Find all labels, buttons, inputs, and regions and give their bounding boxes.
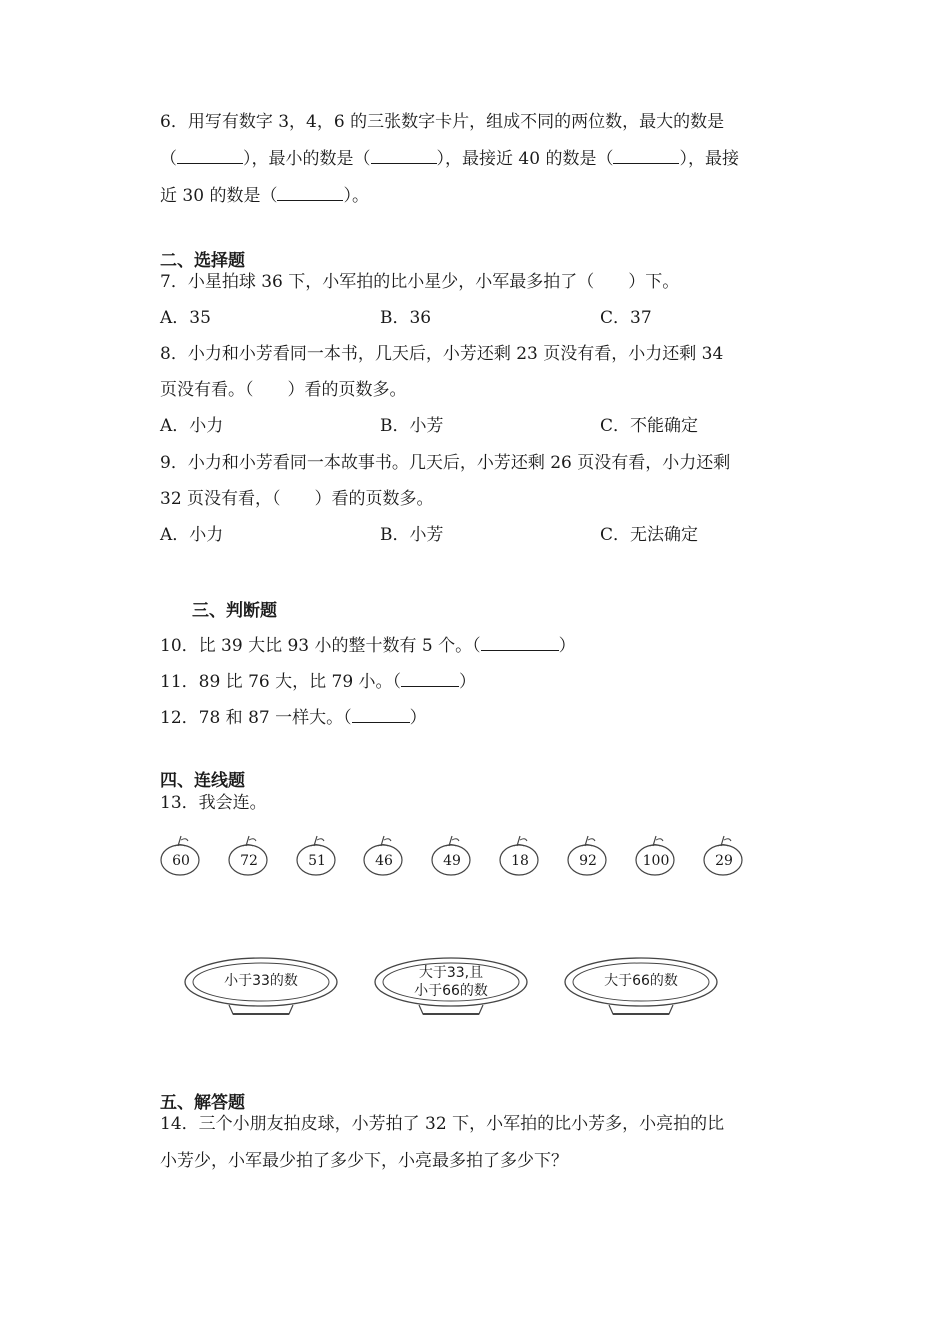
answer-blank[interactable]	[277, 184, 343, 201]
q11: 11．89 比 76 大，比 79 小。（ ）	[160, 672, 477, 692]
q8-line2: 页没有看。（ ）看的页数多。	[160, 380, 407, 400]
plate-label-line2: 小于66的数	[414, 983, 488, 999]
answer-blank[interactable]	[401, 670, 459, 687]
fruit-label: 60	[172, 853, 190, 869]
fruit-number-6[interactable]	[567, 834, 609, 878]
plate-label: 大于66的数	[604, 973, 678, 989]
fruit-number-0[interactable]	[160, 834, 202, 878]
q8-option-a[interactable]: A．小力	[160, 416, 224, 436]
answer-blank[interactable]	[481, 634, 559, 651]
q7-option-c[interactable]: C．37	[600, 308, 652, 328]
q7-stem: 7．小星拍球 36 下，小军拍的比小星少，小军最多拍了（ ）下。	[160, 272, 680, 292]
q12: 12．78 和 87 一样大。（ ）	[160, 708, 427, 728]
q9-option-c[interactable]: C．无法确定	[600, 525, 699, 545]
fruit-label: 49	[443, 853, 461, 869]
q9-line2: 32 页没有看，（ ）看的页数多。	[160, 489, 434, 509]
q9-option-b[interactable]: B．小芳	[380, 525, 444, 545]
fruit-number-1[interactable]	[228, 834, 270, 878]
section-heading-matching: 四、连线题	[160, 771, 245, 791]
fruit-number-2[interactable]	[296, 834, 338, 878]
q8-option-c[interactable]: C．不能确定	[600, 416, 699, 436]
q14-line1: 14．三个小朋友拍皮球，小芳拍了 32 下，小军拍的比小芳多，小亮拍的比	[160, 1114, 725, 1134]
answer-blank[interactable]	[613, 147, 679, 164]
q9-option-a[interactable]: A．小力	[160, 525, 224, 545]
fruit-label: 29	[715, 853, 733, 869]
q6-line1: 6．用写有数字 3，4，6 的三张数字卡片，组成不同的两位数，最大的数是	[160, 112, 725, 132]
fruit-label: 18	[511, 853, 529, 869]
q14-line2: 小芳少，小军最少拍了多少下，小亮最多拍了多少下？	[160, 1151, 568, 1171]
q6-line3: 近 30 的数是（ ）。	[160, 186, 369, 206]
section-heading-answer: 五、解答题	[160, 1093, 245, 1113]
fruit-number-8[interactable]	[703, 834, 745, 878]
q7-option-a[interactable]: A．35	[160, 308, 211, 328]
answer-blank[interactable]	[371, 147, 437, 164]
fruit-label: 72	[240, 853, 258, 869]
fruit-label: 46	[375, 853, 393, 869]
plate-1[interactable]	[373, 956, 529, 1022]
q9-line1: 9．小力和小芳看同一本故事书。几天后，小芳还剩 26 页没有看，小力还剩	[160, 453, 731, 473]
q8-option-b[interactable]: B．小芳	[380, 416, 444, 436]
fruit-number-7[interactable]	[635, 834, 677, 878]
plate-label-line1: 大于33,且	[418, 965, 484, 981]
fruit-number-5[interactable]	[499, 834, 541, 878]
q6-line2: （ ），最小的数是（ ），最接近 40 的数是（ ），最接	[160, 149, 739, 169]
fruit-label: 92	[579, 853, 597, 869]
q13-stem: 13．我会连。	[160, 793, 267, 813]
plate-2[interactable]	[563, 956, 719, 1022]
q8-line1: 8．小力和小芳看同一本书，几天后，小芳还剩 23 页没有看，小力还剩 34	[160, 344, 724, 364]
section-heading-choice: 二、选择题	[160, 251, 245, 271]
plate-label: 小于33的数	[224, 973, 298, 989]
fruit-number-3[interactable]	[363, 834, 405, 878]
answer-blank[interactable]	[352, 706, 410, 723]
section-heading-judge: 三、判断题	[192, 601, 277, 621]
fruit-label: 100	[642, 853, 670, 869]
q10: 10．比 39 大比 93 小的整十数有 5 个。（ ）	[160, 636, 576, 656]
answer-blank[interactable]	[177, 147, 243, 164]
plate-0[interactable]	[183, 956, 339, 1022]
fruit-label: 51	[308, 853, 326, 869]
fruit-number-4[interactable]	[431, 834, 473, 878]
q7-option-b[interactable]: B．36	[380, 308, 432, 328]
